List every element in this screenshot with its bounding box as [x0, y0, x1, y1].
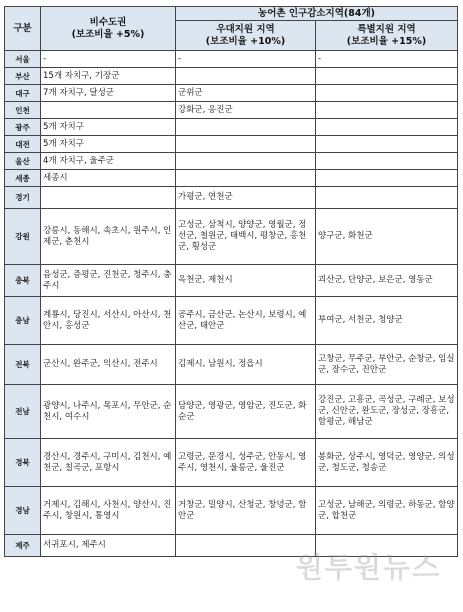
non-metro-cell: 계룡시, 당진시, 서산시, 아산시, 천안시, 홍성군 — [41, 297, 176, 345]
header-priority-sub: (보조비율 +10%) — [205, 35, 286, 47]
region-cell: 대구 — [5, 85, 41, 102]
table-row — [5, 265, 458, 297]
priority-cell — [176, 535, 316, 557]
header-non-metro — [41, 7, 176, 51]
table-row — [5, 102, 458, 119]
non-metro-cell: 광양시, 나주시, 목포시, 무안군, 순천시, 여수시 — [41, 385, 176, 439]
table-row — [5, 439, 458, 487]
table-row — [5, 119, 458, 136]
header-non-metro-sub: (보조비율 +5%) — [71, 28, 145, 40]
non-metro-cell: 군산시, 완주군, 익산시, 전주시 — [41, 345, 176, 385]
priority-cell: 거창군, 밀양시, 산청군, 창녕군, 함안군 — [176, 487, 316, 535]
priority-cell — [176, 119, 316, 136]
header-priority — [176, 21, 316, 51]
special-cell — [316, 535, 458, 557]
table-row — [5, 153, 458, 170]
priority-cell: 옥천군, 제천시 — [176, 265, 316, 297]
subsidy-table — [4, 6, 458, 557]
region-cell: 충북 — [5, 265, 41, 297]
special-cell: 강진군, 고흥군, 곡성군, 구례군, 보성군, 신안군, 완도군, 장성군, 장흥군, 함평군, 해남군 — [316, 385, 458, 439]
region-cell: 광주 — [5, 119, 41, 136]
priority-cell: 가평군, 연천군 — [176, 187, 316, 209]
region-cell: 경북 — [5, 439, 41, 487]
header-non-metro-title: 비수도권 — [89, 16, 127, 28]
region-cell: 대전 — [5, 136, 41, 153]
region-cell: 전북 — [5, 345, 41, 385]
priority-cell: 김제시, 남원시, 정읍시 — [176, 345, 316, 385]
special-cell: 봉화군, 상주시, 영덕군, 영양군, 의성군, 청도군, 청송군 — [316, 439, 458, 487]
region-cell: 강원 — [5, 209, 41, 265]
region-cell: 세종 — [5, 170, 41, 187]
non-metro-cell: 세종시 — [41, 170, 176, 187]
special-cell — [316, 85, 458, 102]
priority-cell: 공주시, 금산군, 논산시, 보령시, 예산군, 태안군 — [176, 297, 316, 345]
non-metro-cell — [41, 102, 176, 119]
table-row — [5, 345, 458, 385]
special-cell: 양구군, 화천군 — [316, 209, 458, 265]
region-cell: 충남 — [5, 297, 41, 345]
priority-cell: 고령군, 문경시, 성주군, 안동시, 영주시, 영천시, 울릉군, 울진군 — [176, 439, 316, 487]
non-metro-cell: 7개 자치구, 달성군 — [41, 85, 176, 102]
non-metro-cell: - — [41, 51, 176, 68]
special-cell: 고창군, 무주군, 부안군, 순창군, 임실군, 장수군, 진안군 — [316, 345, 458, 385]
special-cell — [316, 187, 458, 209]
table-row — [5, 535, 458, 557]
special-cell — [316, 170, 458, 187]
non-metro-cell: 강릉시, 동해시, 속초시, 원주시, 인제군, 춘천시 — [41, 209, 176, 265]
special-cell: 괴산군, 단양군, 보은군, 영동군 — [316, 265, 458, 297]
non-metro-cell: 거제시, 김해시, 사천시, 양산시, 진주시, 창원시, 통영시 — [41, 487, 176, 535]
region-cell: 부산 — [5, 68, 41, 85]
region-cell: 전남 — [5, 385, 41, 439]
special-cell — [316, 153, 458, 170]
non-metro-cell: 15개 자치구, 기장군 — [41, 68, 176, 85]
non-metro-cell: 경산시, 경주시, 구미시, 김천시, 예천군, 칠곡군, 포항시 — [41, 439, 176, 487]
table-row — [5, 297, 458, 345]
table-row — [5, 68, 458, 85]
table-row — [5, 209, 458, 265]
table-row — [5, 187, 458, 209]
priority-cell — [176, 170, 316, 187]
region-cell: 인천 — [5, 102, 41, 119]
region-cell: 울산 — [5, 153, 41, 170]
priority-cell: - — [176, 51, 316, 68]
non-metro-cell — [41, 187, 176, 209]
priority-cell: 군위군 — [176, 85, 316, 102]
special-cell — [316, 119, 458, 136]
watermark: 원투원뉴스 — [295, 551, 441, 584]
non-metro-cell: 5개 자치구 — [41, 119, 176, 136]
region-cell: 경기 — [5, 187, 41, 209]
priority-cell: 담양군, 영광군, 영암군, 진도군, 화순군 — [176, 385, 316, 439]
header-special-sub: (보조비율 +15%) — [346, 35, 427, 47]
priority-cell: 강화군, 옹진군 — [176, 102, 316, 119]
table-body — [5, 51, 458, 557]
table-row — [5, 170, 458, 187]
non-metro-cell: 서귀포시, 제주시 — [41, 535, 176, 557]
header-depop: 농어촌 인구감소지역(84개) — [176, 7, 458, 21]
region-cell: 제주 — [5, 535, 41, 557]
special-cell — [316, 68, 458, 85]
region-cell: 경남 — [5, 487, 41, 535]
priority-cell — [176, 153, 316, 170]
header-region: 구분 — [5, 7, 41, 51]
table-row — [5, 487, 458, 535]
priority-cell — [176, 136, 316, 153]
special-cell — [316, 136, 458, 153]
table-row — [5, 51, 458, 68]
header-priority-title: 우대지원 지역 — [216, 23, 275, 35]
table-row — [5, 85, 458, 102]
special-cell: 고성군, 남해군, 의령군, 하동군, 함양군, 합천군 — [316, 487, 458, 535]
table-row — [5, 385, 458, 439]
special-cell — [316, 102, 458, 119]
header-special — [316, 21, 458, 51]
special-cell: 부여군, 서천군, 청양군 — [316, 297, 458, 345]
non-metro-cell: 5개 자치구 — [41, 136, 176, 153]
special-cell: - — [316, 51, 458, 68]
region-cell: 서울 — [5, 51, 41, 68]
priority-cell — [176, 68, 316, 85]
priority-cell: 고성군, 삼척시, 양양군, 영월군, 정선군, 철원군, 태백시, 평창군, 홍천군, 횡성군 — [176, 209, 316, 265]
non-metro-cell: 4개 자치구, 울주군 — [41, 153, 176, 170]
non-metro-cell: 음성군, 증평군, 진천군, 청주시, 충주시 — [41, 265, 176, 297]
header-special-title: 특별지원 지역 — [357, 23, 416, 35]
table-row — [5, 136, 458, 153]
